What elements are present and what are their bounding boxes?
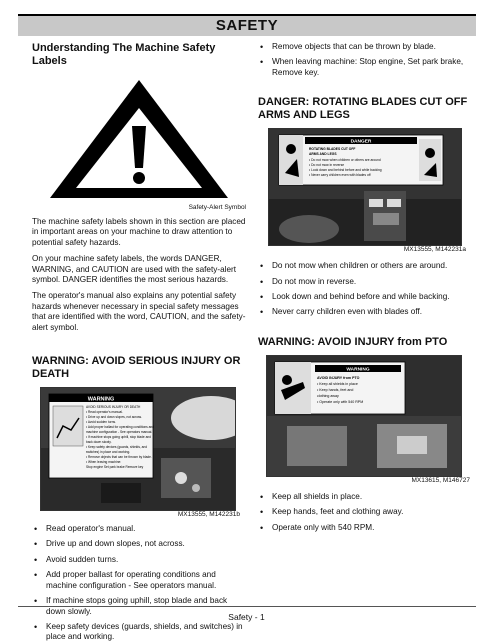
page-footer: Safety - 1 — [228, 612, 265, 622]
label1-line: • If machine stops going uphill, stop blade and — [86, 435, 151, 440]
label1-line: • Read operator's manual. — [86, 410, 123, 415]
label3-line: clothing away — [317, 393, 339, 398]
pto-bullet-list — [258, 492, 470, 533]
label3-line: • Keep all shields in place — [317, 381, 358, 386]
label2-danger-word: DANGER — [350, 139, 372, 145]
label3-warning-word: WARNING — [346, 367, 370, 373]
label1-line: • Drive up and down slopes, not across. — [86, 415, 143, 420]
list-item: • When leaving machine: Stop engine, Set park brake, Remove key. — [258, 57, 470, 78]
label1-line: back down slowly. — [86, 440, 112, 445]
paragraph-3: The operator's manual also explains any potential safety hazards whenever necessary in special safety messages that are identified with the word, CAUTION, and the safety-alert symbol. — [32, 291, 246, 332]
safety-alert-symbol-icon — [32, 74, 246, 204]
photo-danger-label — [268, 128, 462, 246]
left-column — [32, 42, 246, 642]
figure-caption-alert: Safety-Alert Symbol — [188, 204, 246, 211]
label2-line: • Do not mow in reverse — [309, 163, 345, 168]
photo-warning-label — [40, 387, 236, 511]
page-title: SAFETY — [215, 17, 279, 34]
label2-line: • Look down and behind before and while backing — [309, 168, 382, 173]
safety-alert-figure — [32, 74, 246, 204]
label1-line: machine configuration - See operators manual. — [86, 430, 153, 435]
list-item: • Read operator's manual. — [32, 524, 246, 534]
paragraph-2: On your machine safety labels, the words DANGER, WARNING, and CAUTION are used with the safety-alert symbol. DANGER identifies the most serious hazards. — [32, 254, 236, 285]
label3-line: • Keep hands, feet and — [317, 387, 354, 392]
figure-caption-danger: MX13555, M142231a — [403, 246, 466, 254]
list-item: • Do not mow in reverse. — [258, 277, 470, 287]
label1-line: Stop engine Set park brake Remove key — [86, 465, 144, 470]
list-item: • Look down and behind before and while backing. — [258, 292, 470, 302]
list-item: • If machine stops going uphill, stop blade and back down slowly. — [32, 596, 246, 617]
label1-line: • Add proper ballast for operating conditions and — [86, 425, 154, 430]
top-bullet-list — [258, 42, 470, 78]
footer-divider — [18, 606, 476, 607]
section-title-understanding: Understanding The Machine Safety Labels — [32, 42, 216, 67]
figure-caption-warning: MX13555, M142231b — [177, 511, 240, 519]
label1-line: AVOID SERIOUS INJURY OR DEATH — [86, 405, 141, 410]
list-item: • Never carry children even with blades off. — [258, 307, 470, 317]
label3-line: AVOID INJURY from PTO — [317, 375, 360, 380]
warning-bullet-list — [32, 524, 246, 642]
label1-line: • Remove objects that can be thrown by blade. — [86, 455, 152, 460]
list-item: • Do not mow when children or others are around. — [258, 261, 470, 271]
label3-line: • Operate only with 540 RPM — [317, 399, 364, 404]
right-column — [258, 42, 470, 538]
label1-line: • Keep safety devices (guards, shields, and — [86, 445, 148, 450]
section-title-rotating-blades: DANGER: ROTATING BLADES CUT OFF ARMS AND LEGS — [258, 96, 468, 122]
label1-line: • When leaving machine: — [86, 460, 122, 465]
list-item: • Keep safety devices (guards, shields, and switches) in place and working. — [32, 622, 246, 642]
label1-line: switches) in place and working. — [86, 450, 131, 455]
paragraph-1: The machine safety labels shown in this section are placed in important areas on your machine to draw attention to potential safety hazards. — [32, 217, 246, 247]
section-title-avoid-injury-death: WARNING: AVOID SERIOUS INJURY OR DEATH — [32, 355, 241, 381]
section-title-pto: WARNING: AVOID INJURY from PTO — [258, 335, 448, 348]
label1-warning-word: WARNING — [87, 396, 115, 403]
list-item: • Avoid sudden turns. — [32, 555, 246, 565]
label1-line: • Avoid sudden turns. — [86, 420, 116, 425]
label2-line: • Never carry children even with blades off — [309, 173, 371, 178]
list-item: • Keep all shields in place. — [258, 492, 470, 502]
list-item: • Add proper ballast for operating conditions and machine configuration - See operators manual. — [32, 570, 246, 591]
label2-line: • Do not mow when children or others are around — [309, 158, 381, 163]
page-header — [18, 14, 476, 36]
list-item: • Drive up and down slopes, not across. — [32, 539, 246, 549]
photo-pto-label — [266, 355, 462, 477]
danger-bullet-list — [258, 261, 470, 318]
figure-caption-pto: MX13615, M146727 — [411, 476, 470, 484]
label2-line: ARMS AND LEGS — [309, 152, 337, 157]
list-item: • Remove objects that can be thrown by blade. — [258, 42, 470, 52]
list-item: • Keep hands, feet and clothing away. — [258, 507, 470, 517]
list-item: • Operate only with 540 RPM. — [258, 523, 470, 533]
label2-line: ROTATING BLADES CUT OFF — [309, 147, 356, 152]
